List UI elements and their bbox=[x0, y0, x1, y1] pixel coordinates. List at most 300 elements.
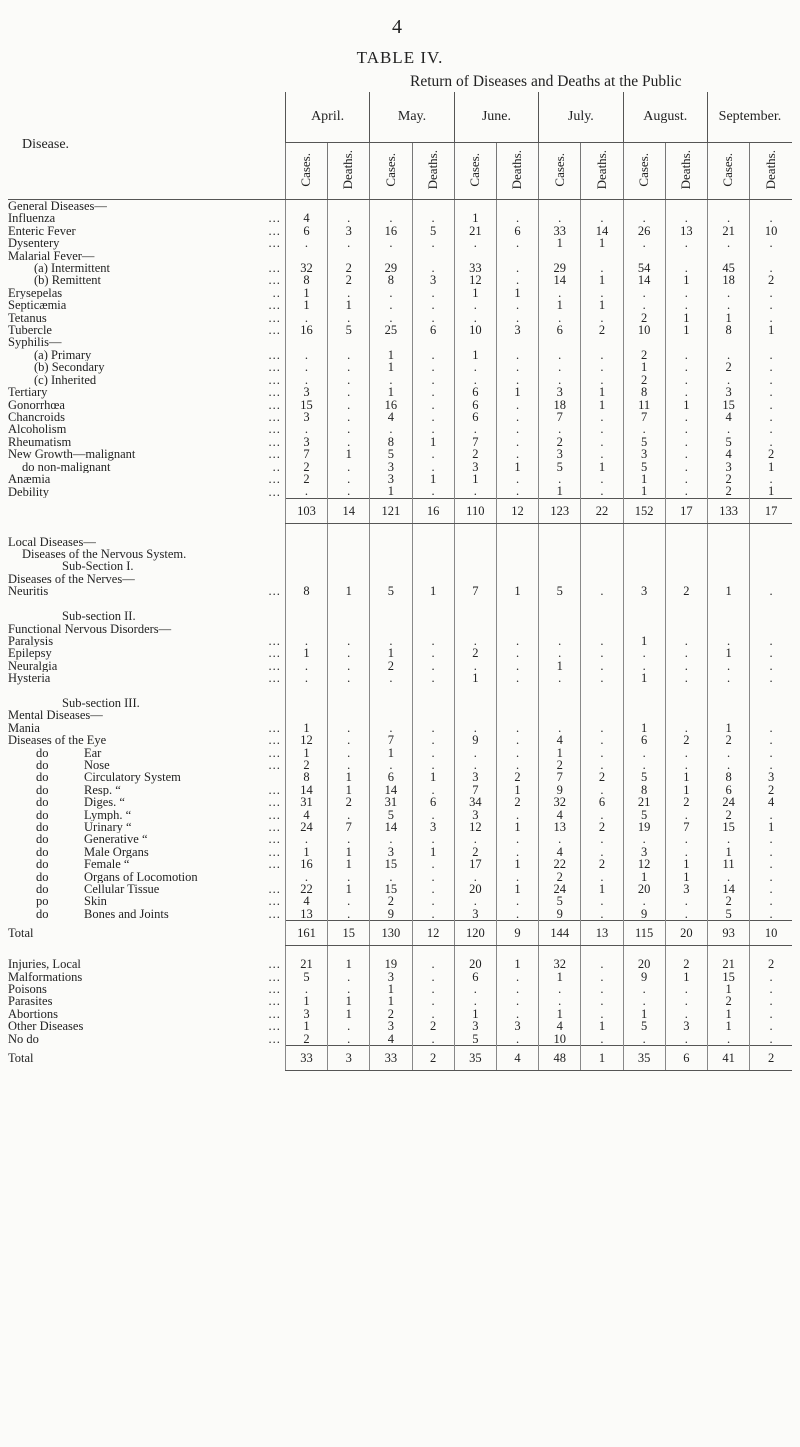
section-heading-row bbox=[8, 560, 792, 572]
table-row bbox=[8, 771, 792, 783]
deaths-cell: . bbox=[750, 349, 792, 361]
cases-cell: . bbox=[707, 1033, 749, 1046]
cases-cell: 1 bbox=[539, 299, 581, 311]
cases-cell: . bbox=[539, 983, 581, 995]
cases-cell bbox=[707, 523, 749, 535]
deaths-cell: . bbox=[328, 312, 370, 324]
deaths-cell: . bbox=[496, 908, 538, 921]
cases-cell: 3 bbox=[285, 436, 327, 448]
cases-cell: 54 bbox=[623, 262, 665, 274]
disease-label-cell bbox=[8, 833, 285, 845]
deaths-cell: 12 bbox=[496, 498, 538, 523]
disease-label: Paralysis bbox=[8, 634, 54, 648]
deaths-cell: . bbox=[665, 423, 707, 435]
deaths-cell bbox=[496, 548, 538, 560]
deaths-cell: . bbox=[750, 833, 792, 845]
deaths-cell: . bbox=[496, 983, 538, 995]
cases-cell: 15 bbox=[707, 971, 749, 983]
deaths-cell bbox=[412, 560, 454, 572]
deaths-cell: . bbox=[496, 759, 538, 771]
cases-cell: 24 bbox=[539, 883, 581, 895]
deaths-cell: . bbox=[750, 585, 792, 597]
deaths-cell: . bbox=[328, 833, 370, 845]
deaths-cell: 1 bbox=[496, 821, 538, 833]
table-row bbox=[8, 1008, 792, 1020]
deaths-cell: . bbox=[750, 374, 792, 386]
deaths-cell: 2 bbox=[412, 1020, 454, 1032]
deaths-cell: . bbox=[496, 647, 538, 659]
deaths-cell: . bbox=[750, 399, 792, 411]
cases-cell: 35 bbox=[454, 1046, 496, 1071]
disease-label: Neuritis bbox=[8, 585, 49, 598]
cases-cell: . bbox=[285, 237, 327, 249]
table-row bbox=[8, 635, 792, 647]
deaths-cell: . bbox=[581, 436, 623, 448]
table-row bbox=[8, 672, 792, 684]
deaths-cell: . bbox=[496, 274, 538, 286]
cases-cell: 1 bbox=[454, 1008, 496, 1020]
cases-cell: 29 bbox=[370, 262, 412, 274]
deaths-cell: . bbox=[750, 287, 792, 299]
cases-cell bbox=[370, 598, 412, 610]
cases-column-header bbox=[370, 143, 412, 200]
disease-label: Organs of Locomotion bbox=[84, 870, 198, 884]
total-label: Total bbox=[8, 926, 34, 941]
cases-cell: 32 bbox=[539, 796, 581, 808]
deaths-cell: . bbox=[750, 908, 792, 921]
deaths-cell: 3 bbox=[665, 1020, 707, 1032]
cases-cell: 3 bbox=[623, 585, 665, 597]
leader-dots: ... bbox=[268, 448, 281, 461]
cases-cell: 2 bbox=[707, 361, 749, 373]
cases-cell: 10 bbox=[539, 1033, 581, 1046]
deaths-cell: 3 bbox=[496, 324, 538, 336]
deaths-cell: . bbox=[496, 734, 538, 746]
cases-cell: . bbox=[539, 647, 581, 659]
deaths-cell: . bbox=[496, 212, 538, 224]
deaths-cell: 2 bbox=[328, 262, 370, 274]
deaths-cell: . bbox=[665, 747, 707, 759]
cases-cell: 2 bbox=[539, 871, 581, 883]
deaths-cell bbox=[750, 709, 792, 721]
cases-cell: . bbox=[539, 287, 581, 299]
deaths-cell: . bbox=[496, 895, 538, 907]
disease-label-cell bbox=[8, 1033, 285, 1046]
deaths-cell: . bbox=[750, 747, 792, 759]
leader-dots: ... bbox=[268, 361, 281, 374]
deaths-cell: . bbox=[328, 747, 370, 759]
cases-cell: 13 bbox=[285, 908, 327, 921]
deaths-header-label: Deaths. bbox=[593, 150, 609, 190]
disease-label: Erysepelas bbox=[8, 286, 63, 300]
cases-cell: 18 bbox=[539, 399, 581, 411]
deaths-cell: . bbox=[581, 747, 623, 759]
deaths-cell: . bbox=[328, 647, 370, 659]
cases-cell: . bbox=[623, 237, 665, 249]
cases-cell: 4 bbox=[370, 1033, 412, 1046]
table-row bbox=[8, 250, 792, 262]
deaths-cell: . bbox=[328, 349, 370, 361]
deaths-cell bbox=[750, 560, 792, 572]
cases-cell: . bbox=[285, 349, 327, 361]
leader-dots: ... bbox=[268, 808, 281, 821]
cases-cell bbox=[623, 536, 665, 548]
table-row bbox=[8, 983, 792, 995]
disease-label-cell bbox=[8, 672, 285, 684]
cases-cell: . bbox=[454, 374, 496, 386]
cases-cell bbox=[623, 548, 665, 560]
cases-cell bbox=[285, 709, 327, 721]
leader-dots: ... bbox=[268, 895, 281, 908]
cases-cell: 1 bbox=[285, 846, 327, 858]
deaths-cell: . bbox=[665, 759, 707, 771]
cases-cell: 8 bbox=[285, 585, 327, 597]
cases-cell: 5 bbox=[623, 461, 665, 473]
disease-label-cell bbox=[8, 647, 285, 659]
cases-cell: 4 bbox=[539, 846, 581, 858]
deaths-cell: 1 bbox=[328, 846, 370, 858]
deaths-cell bbox=[328, 548, 370, 560]
cases-cell: 3 bbox=[623, 448, 665, 460]
deaths-cell: . bbox=[328, 809, 370, 821]
disease-label-cell bbox=[8, 858, 285, 870]
disease-label: Male Organs bbox=[84, 845, 149, 859]
cases-cell bbox=[539, 560, 581, 572]
table-row bbox=[8, 411, 792, 423]
leader-dots: ... bbox=[268, 398, 281, 411]
deaths-cell: 17 bbox=[665, 498, 707, 523]
deaths-cell: 5 bbox=[412, 225, 454, 237]
cases-cell bbox=[370, 336, 412, 348]
disease-label: (a) Primary bbox=[34, 348, 92, 362]
deaths-cell bbox=[328, 598, 370, 610]
deaths-cell: . bbox=[328, 461, 370, 473]
deaths-cell: 1 bbox=[496, 784, 538, 796]
disease-label-cell bbox=[8, 262, 285, 274]
deaths-cell: . bbox=[412, 237, 454, 249]
deaths-cell: . bbox=[581, 361, 623, 373]
deaths-cell: 1 bbox=[581, 274, 623, 286]
cases-cell: 20 bbox=[454, 958, 496, 970]
cases-cell bbox=[707, 685, 749, 697]
cases-cell: 1 bbox=[539, 485, 581, 498]
cases-cell: . bbox=[623, 895, 665, 907]
deaths-cell: . bbox=[665, 660, 707, 672]
table-row bbox=[8, 734, 792, 746]
table-row bbox=[8, 858, 792, 870]
deaths-cell: 1 bbox=[328, 784, 370, 796]
cases-cell: 6 bbox=[454, 971, 496, 983]
cases-cell bbox=[370, 610, 412, 622]
cases-cell: . bbox=[285, 374, 327, 386]
leader-dots: ... bbox=[268, 311, 281, 325]
cases-cell: . bbox=[707, 747, 749, 759]
cases-cell: . bbox=[454, 871, 496, 883]
ditto-marker: do bbox=[36, 808, 49, 821]
deaths-cell: 17 bbox=[750, 498, 792, 523]
cases-cell: 9 bbox=[623, 971, 665, 983]
cases-cell: . bbox=[285, 833, 327, 845]
ditto-marker: do bbox=[36, 746, 49, 759]
deaths-cell: . bbox=[750, 361, 792, 373]
cases-cell: . bbox=[285, 635, 327, 647]
leader-dots: ... bbox=[268, 796, 281, 809]
deaths-cell: . bbox=[496, 374, 538, 386]
disease-label-cell bbox=[8, 908, 285, 921]
table-row bbox=[8, 386, 792, 398]
cases-cell: 3 bbox=[285, 386, 327, 398]
leader-dots: ... bbox=[268, 224, 281, 238]
cases-cell: 1 bbox=[707, 983, 749, 995]
cases-cell bbox=[370, 697, 412, 709]
disease-label-cell bbox=[8, 895, 285, 907]
cases-cell bbox=[285, 697, 327, 709]
deaths-cell: . bbox=[581, 585, 623, 597]
cases-cell: 4 bbox=[539, 1020, 581, 1032]
cases-cell: . bbox=[707, 759, 749, 771]
deaths-cell: . bbox=[412, 908, 454, 921]
disease-label-cell bbox=[8, 312, 285, 324]
cases-cell: 9 bbox=[539, 784, 581, 796]
leader-dots: ... bbox=[268, 995, 281, 1008]
disease-label-cell bbox=[8, 436, 285, 448]
cases-cell: . bbox=[623, 299, 665, 311]
cases-cell: 9 bbox=[454, 734, 496, 746]
deaths-cell: 2 bbox=[328, 796, 370, 808]
cases-cell bbox=[707, 709, 749, 721]
deaths-cell bbox=[581, 685, 623, 697]
cases-cell: 4 bbox=[285, 895, 327, 907]
deaths-cell: 2 bbox=[665, 585, 707, 597]
cases-cell: 7 bbox=[623, 411, 665, 423]
leader-dots: ... bbox=[268, 821, 281, 834]
disease-label-cell bbox=[8, 461, 285, 473]
deaths-header-label: Deaths. bbox=[762, 150, 778, 190]
cases-cell bbox=[285, 548, 327, 560]
cases-cell: . bbox=[623, 995, 665, 1007]
table-row bbox=[8, 908, 792, 921]
cases-cell: 1 bbox=[454, 349, 496, 361]
leader-dots: ... bbox=[268, 386, 281, 399]
cases-cell bbox=[285, 523, 327, 535]
cases-cell: 1 bbox=[707, 1008, 749, 1020]
cases-cell: 1 bbox=[539, 971, 581, 983]
cases-cell bbox=[623, 560, 665, 572]
deaths-cell: . bbox=[412, 995, 454, 1007]
deaths-cell: . bbox=[665, 895, 707, 907]
section-heading: Sub-section II. bbox=[62, 609, 136, 624]
cases-cell: 1 bbox=[623, 871, 665, 883]
cases-cell: 3 bbox=[370, 846, 412, 858]
deaths-cell: . bbox=[496, 423, 538, 435]
deaths-cell: . bbox=[750, 759, 792, 771]
cases-cell: 2 bbox=[707, 809, 749, 821]
cases-cell: 6 bbox=[454, 386, 496, 398]
deaths-cell: 2 bbox=[665, 796, 707, 808]
table-row bbox=[8, 809, 792, 821]
deaths-cell: 1 bbox=[581, 386, 623, 398]
disease-label: Bones and Joints bbox=[84, 907, 169, 921]
leader-dots: ... bbox=[268, 833, 281, 846]
cases-cell: 5 bbox=[370, 809, 412, 821]
cases-cell: 5 bbox=[623, 809, 665, 821]
deaths-cell: . bbox=[496, 349, 538, 361]
deaths-cell: . bbox=[496, 361, 538, 373]
table-subtitle: Return of Diseases and Deaths at the Public bbox=[410, 73, 682, 90]
table-row bbox=[8, 361, 792, 373]
cases-cell bbox=[707, 548, 749, 560]
cases-cell: . bbox=[454, 995, 496, 1007]
disease-label: (a) Intermittent bbox=[34, 262, 111, 275]
disease-label-cell bbox=[8, 212, 285, 224]
deaths-cell: . bbox=[581, 983, 623, 995]
disease-label: Lymph. “ bbox=[84, 808, 132, 821]
cases-cell: 1 bbox=[539, 660, 581, 672]
ditto-marker: do bbox=[36, 783, 49, 797]
cases-cell: . bbox=[539, 312, 581, 324]
deaths-cell: . bbox=[750, 983, 792, 995]
deaths-cell: . bbox=[328, 399, 370, 411]
cases-cell: 10 bbox=[454, 324, 496, 336]
deaths-cell: 2 bbox=[496, 771, 538, 783]
cases-column-header bbox=[707, 143, 749, 200]
cases-cell: 11 bbox=[623, 399, 665, 411]
cases-cell bbox=[623, 685, 665, 697]
disease-label-cell bbox=[8, 734, 285, 746]
deaths-cell: . bbox=[412, 759, 454, 771]
disease-label: Hysteria bbox=[8, 672, 51, 685]
cases-cell: 161 bbox=[285, 921, 327, 946]
deaths-cell: 20 bbox=[665, 921, 707, 946]
deaths-cell bbox=[581, 548, 623, 560]
deaths-cell: . bbox=[412, 287, 454, 299]
deaths-cell: . bbox=[665, 983, 707, 995]
cases-cell: . bbox=[370, 287, 412, 299]
ditto-marker: do bbox=[36, 771, 49, 784]
month-header-row bbox=[8, 92, 792, 143]
disease-label: Septicæmia bbox=[8, 299, 67, 312]
total-row bbox=[8, 1046, 792, 1071]
cases-cell bbox=[370, 709, 412, 721]
cases-cell bbox=[623, 697, 665, 709]
disease-label: Enteric Fever bbox=[8, 224, 76, 238]
leader-dots: ... bbox=[268, 970, 281, 983]
cases-cell: 14 bbox=[707, 883, 749, 895]
disease-label-cell bbox=[8, 971, 285, 983]
deaths-cell: . bbox=[750, 262, 792, 274]
spacer-cell bbox=[8, 685, 285, 697]
deaths-cell: 6 bbox=[581, 796, 623, 808]
cases-cell: 1 bbox=[370, 995, 412, 1007]
deaths-cell: 1 bbox=[496, 386, 538, 398]
cases-cell: . bbox=[623, 759, 665, 771]
deaths-cell bbox=[328, 685, 370, 697]
cases-cell: 1 bbox=[707, 647, 749, 659]
deaths-cell: 1 bbox=[328, 585, 370, 597]
cases-cell bbox=[539, 697, 581, 709]
cases-cell: 3 bbox=[707, 461, 749, 473]
deaths-cell: 1 bbox=[496, 461, 538, 473]
disease-label-cell bbox=[8, 336, 285, 348]
disease-label-cell bbox=[8, 995, 285, 1007]
disease-label-cell bbox=[8, 585, 285, 597]
cases-cell: 1 bbox=[539, 237, 581, 249]
disease-label-cell bbox=[8, 771, 285, 783]
cases-cell: 1 bbox=[707, 846, 749, 858]
deaths-cell: . bbox=[665, 299, 707, 311]
cases-cell: 5 bbox=[623, 1020, 665, 1032]
cases-cell: . bbox=[370, 833, 412, 845]
deaths-cell: . bbox=[412, 971, 454, 983]
cases-cell: 33 bbox=[539, 225, 581, 237]
cases-cell: 14 bbox=[370, 784, 412, 796]
cases-cell: 7 bbox=[539, 771, 581, 783]
cases-cell: . bbox=[623, 660, 665, 672]
cases-cell: 19 bbox=[623, 821, 665, 833]
deaths-cell: . bbox=[412, 262, 454, 274]
deaths-cell bbox=[581, 536, 623, 548]
cases-cell: . bbox=[623, 1033, 665, 1046]
disease-label: Circulatory System bbox=[84, 771, 181, 784]
table-row bbox=[8, 225, 792, 237]
table-row bbox=[8, 349, 792, 361]
deaths-cell: . bbox=[412, 485, 454, 498]
cases-cell: 5 bbox=[707, 908, 749, 921]
deaths-cell: . bbox=[496, 871, 538, 883]
cases-cell: 8 bbox=[370, 436, 412, 448]
deaths-cell: 1 bbox=[581, 299, 623, 311]
disease-label-cell bbox=[8, 796, 285, 808]
deaths-cell: . bbox=[581, 672, 623, 684]
cases-cell: 1 bbox=[285, 995, 327, 1007]
leader-dots: ... bbox=[268, 982, 281, 996]
month-header: July. bbox=[539, 92, 623, 143]
table-row bbox=[8, 312, 792, 324]
cases-cell: 152 bbox=[623, 498, 665, 523]
cases-column-header bbox=[454, 143, 496, 200]
cases-cell: 7 bbox=[285, 448, 327, 460]
deaths-cell: 2 bbox=[412, 1046, 454, 1071]
disease-label-cell bbox=[8, 237, 285, 249]
cases-cell: 2 bbox=[285, 1033, 327, 1046]
deaths-cell bbox=[328, 610, 370, 622]
table-row bbox=[8, 585, 792, 597]
page-number: 4 bbox=[392, 16, 402, 38]
deaths-cell: 1 bbox=[412, 473, 454, 485]
disease-label-cell bbox=[8, 722, 285, 734]
deaths-cell: . bbox=[665, 722, 707, 734]
deaths-cell: . bbox=[496, 312, 538, 324]
cases-cell: 1 bbox=[285, 747, 327, 759]
deaths-cell: . bbox=[496, 399, 538, 411]
deaths-cell: . bbox=[412, 349, 454, 361]
disease-label: Alcoholism bbox=[8, 423, 67, 436]
cases-cell bbox=[285, 336, 327, 348]
cases-cell: 35 bbox=[623, 1046, 665, 1071]
cases-cell: 7 bbox=[454, 784, 496, 796]
cases-cell: . bbox=[370, 374, 412, 386]
disease-label: General Diseases— bbox=[8, 199, 107, 213]
disease-label-cell bbox=[8, 299, 285, 311]
cases-cell: 3 bbox=[454, 908, 496, 921]
cases-cell: 2 bbox=[707, 473, 749, 485]
deaths-cell bbox=[328, 523, 370, 535]
disease-label-cell bbox=[8, 485, 285, 498]
leader-dots: ... bbox=[268, 1020, 281, 1033]
deaths-cell: . bbox=[412, 635, 454, 647]
cases-cell: 7 bbox=[370, 734, 412, 746]
table-row bbox=[8, 399, 792, 411]
